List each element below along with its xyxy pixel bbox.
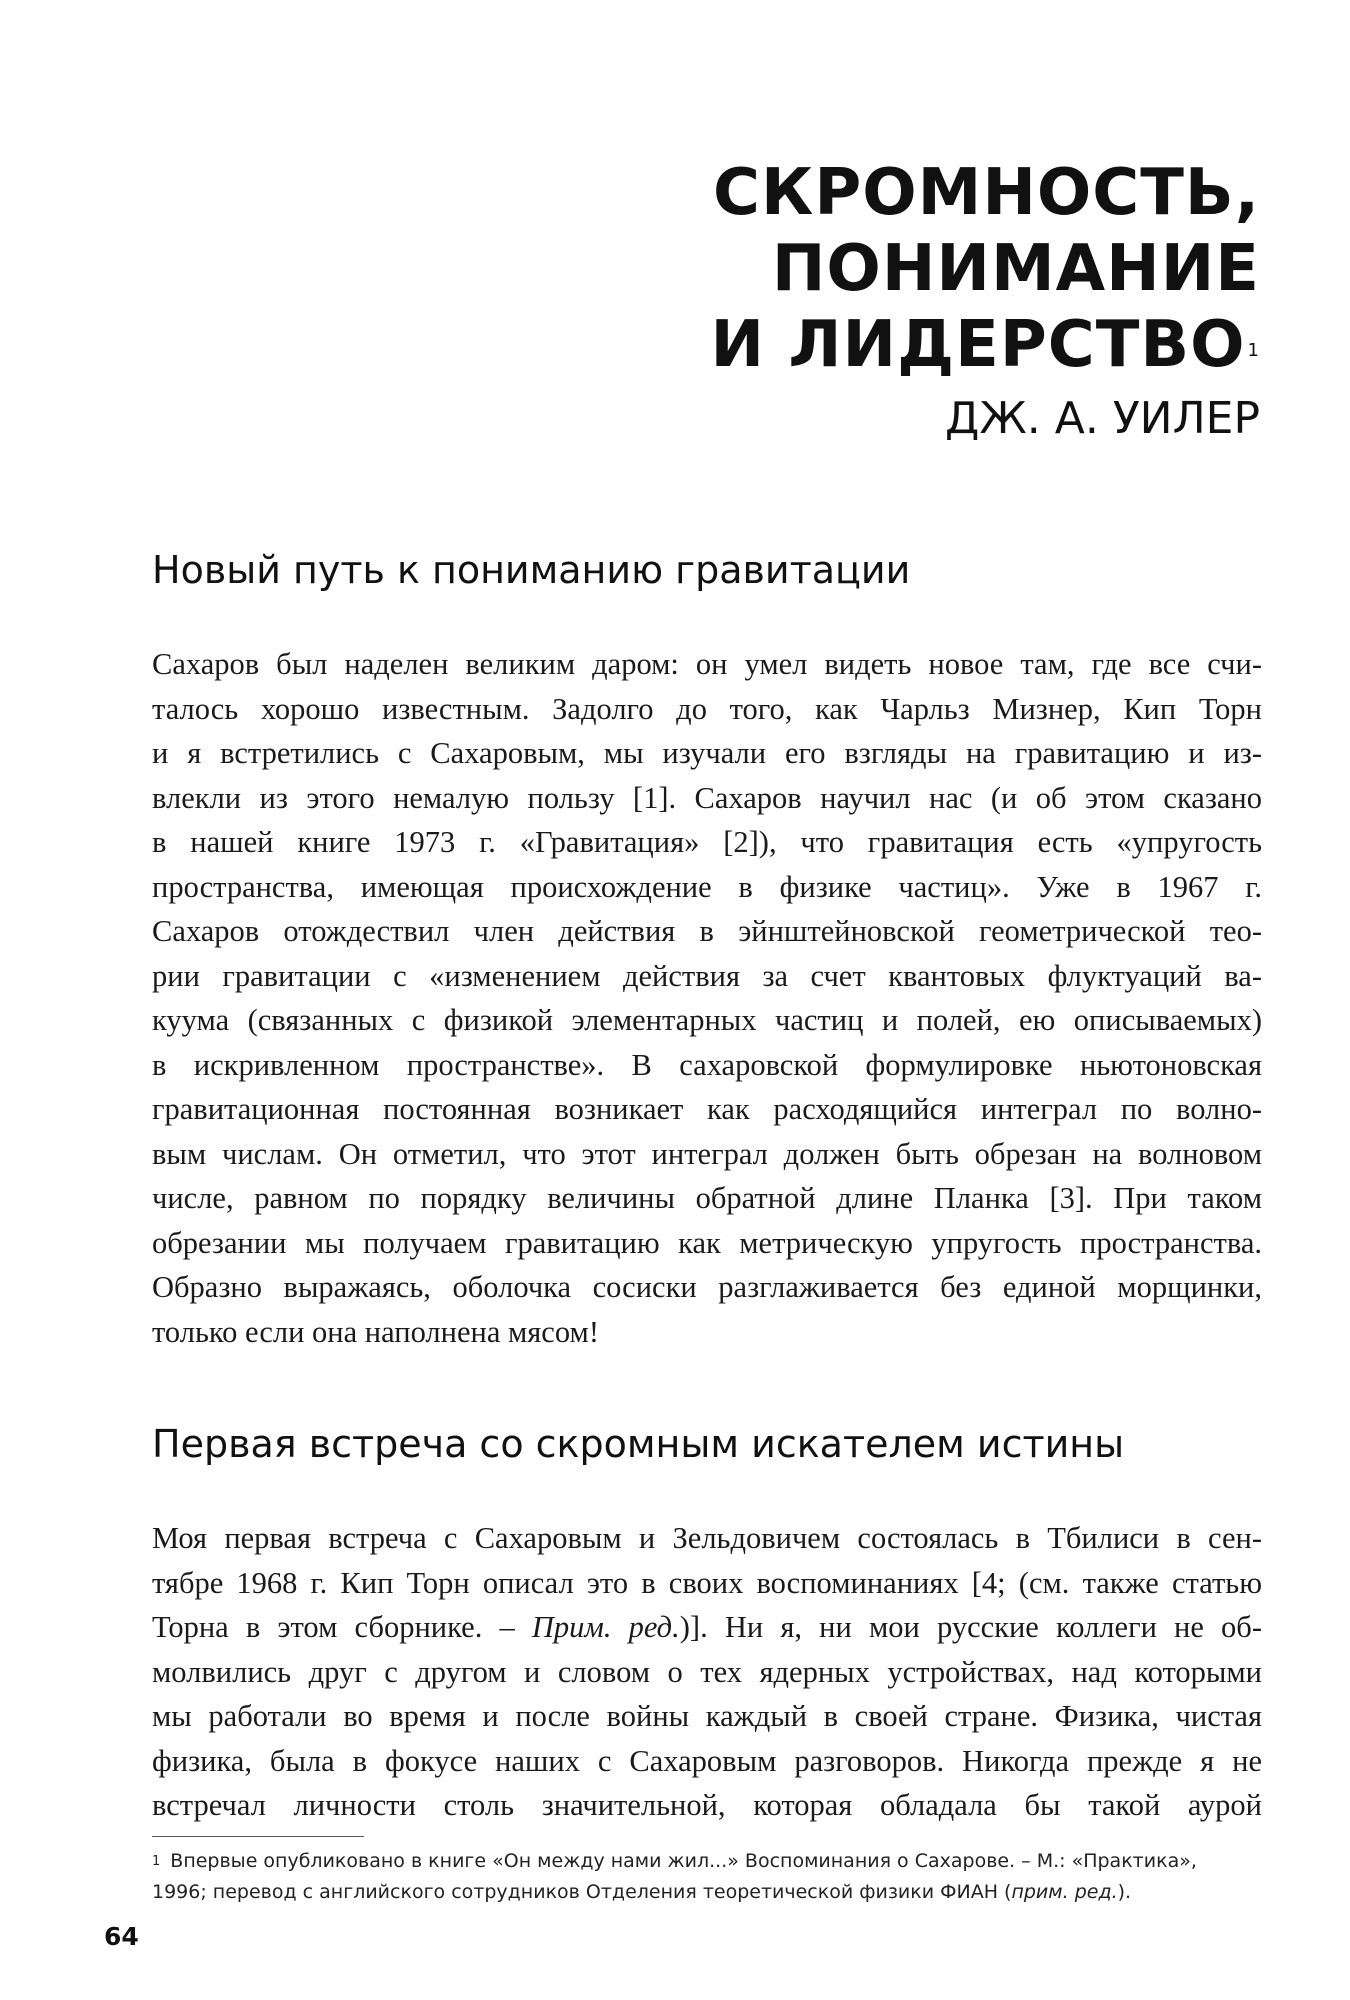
section-2-paragraph: [152, 1516, 1262, 1828]
paragraph-line: гравитационная постоянная возникает как расходящийся интеграл по волно-: [152, 1092, 1262, 1126]
paragraph-line: только если она наполнена мясом!: [152, 1314, 599, 1349]
footnote-divider: [152, 1836, 364, 1837]
footnote-text: ).: [1117, 1881, 1132, 1903]
author-name: ДЖ. А. УИЛЕР: [945, 393, 1260, 444]
paragraph-line: влекли из этого немалую пользу [1]. Сахаров научил нас (и об этом сказано: [152, 780, 1262, 815]
paragraph-line: Образно выражаясь, оболочка сосиски разглаживается без единой морщинки,: [152, 1270, 1262, 1304]
title-footnote-marker[interactable]: 1: [1247, 340, 1260, 361]
chapter-title-line-3: [711, 307, 1260, 383]
paragraph-line: мы работали во время и после войны каждый в своей стране. Физика, чистая: [152, 1699, 1262, 1733]
paragraph-line: куума (связанных с физикой элементарных частиц и полей, ею описываемых): [152, 1003, 1262, 1037]
section-1-paragraph: [152, 642, 1262, 1354]
paragraph-line: тябре 1968 г. Кип Торн описал это в своих воспоминаниях [4; (см. также статью: [152, 1565, 1262, 1600]
paragraph-line: Сахаров был наделен великим даром: он умел видеть новое там, где все счи-: [152, 647, 1262, 681]
paragraph-line: пространства, имеющая происхождение в физике частиц». Уже в 1967 г.: [152, 869, 1262, 904]
paragraph-line: Сахаров отождествил член действия в эйнштейновской геометрической тео-: [152, 914, 1262, 948]
section-heading-1: Новый путь к пониманию гравитации: [152, 548, 911, 592]
footnote-line-1: [152, 1846, 1262, 1877]
section-heading-2: Первая встреча со скромным искателем истины: [152, 1422, 1125, 1466]
chapter-title-block: [711, 155, 1260, 449]
footnote-number: 1: [152, 1854, 161, 1869]
editor-note: Прим. ред.: [531, 1610, 680, 1644]
footnote-editor-note: прим. ред.: [1011, 1881, 1118, 1903]
line-text: Торна в этом сборнике. –: [152, 1610, 532, 1644]
footnote-text: 1996; перевод с английского сотрудников Отделения теоретической физики ФИАН (: [152, 1881, 1012, 1903]
footnote: [152, 1846, 1262, 1908]
paragraph-line: и я встретились с Сахаровым, мы изучали его взгляды на гравитацию и из-: [152, 736, 1262, 770]
paragraph-line: [152, 1605, 1262, 1650]
footnote-text: Впервые опубликовано в книге «Он между нами жил...» Воспоминания о Сахарове. – М.: «Практика»,: [170, 1850, 1197, 1872]
footnote-line-2: [152, 1877, 1262, 1908]
chapter-title-line-1: СКРОМНОСТЬ,: [713, 156, 1260, 230]
paragraph-line: числе, равном по порядку величины обратной длине Планка [3]. При таком: [152, 1181, 1262, 1215]
line-text: )]. Ни я, ни мои русские коллеги не об-: [679, 1610, 1262, 1644]
paragraph-line: в нашей книге 1973 г. «Гравитация» [2]), что гравитация есть «упругость: [152, 825, 1262, 859]
paragraph-line: встречал личности столь значительной, которая обладала бы такой аурой: [152, 1788, 1262, 1822]
paragraph-line: обрезании мы получаем гравитацию как метрическую упругость пространства.: [152, 1225, 1262, 1260]
paragraph-line: вым числам. Он отметил, что этот интеграл должен быть обрезан на волновом: [152, 1136, 1262, 1171]
chapter-title-line-2: ПОНИМАНИЕ: [771, 232, 1260, 306]
paragraph-line: в искривленном пространстве». В сахаровской формулировке ньютоновская: [152, 1047, 1262, 1082]
paragraph-line: физика, была в фокусе наших с Сахаровым разговоров. Никогда прежде я не: [152, 1743, 1262, 1778]
paragraph-line: Моя первая встреча с Сахаровым и Зельдовичем состоялась в Тбилиси в сен-: [152, 1521, 1262, 1555]
chapter-title-line-3-text: И ЛИДЕРСТВО: [710, 308, 1246, 382]
paragraph-line: рии гравитации с «изменением действия за счет квантовых флуктуаций ва-: [152, 958, 1262, 993]
paragraph-line: талось хорошо известным. Задолго до того, как Чарльз Мизнер, Кип Торн: [152, 691, 1262, 726]
paragraph-line: молвились друг с другом и словом о тех ядерных устройствах, над которыми: [152, 1654, 1262, 1689]
page-number: 64: [104, 1922, 139, 1951]
